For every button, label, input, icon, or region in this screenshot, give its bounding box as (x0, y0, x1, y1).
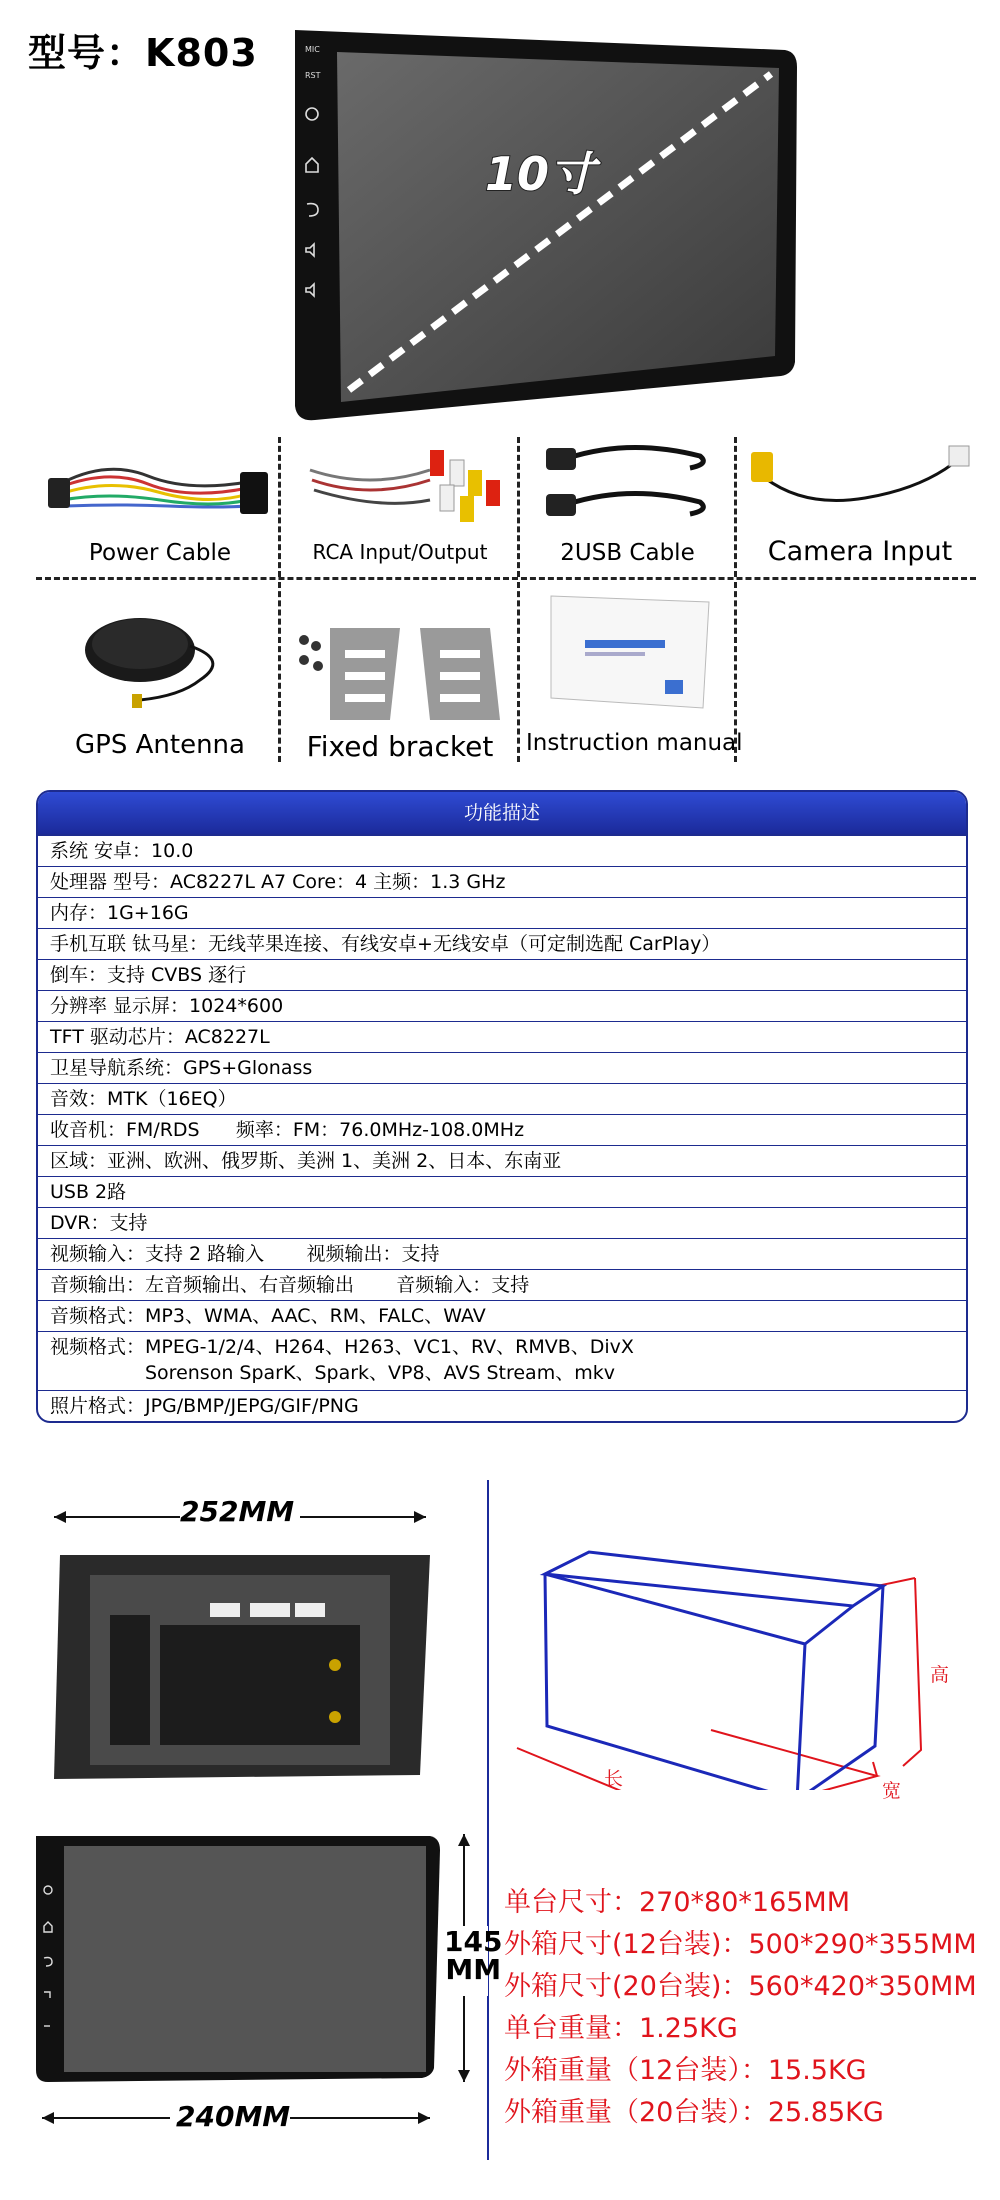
spec-row: 手机互联 钛马星：无线苹果连接、有线安卓+无线安卓（可定制选配 CarPlay） (38, 929, 966, 960)
back-view-dimension (40, 1495, 440, 1795)
accessory-label: Camera Input (767, 536, 953, 567)
spec-row: 系统 安卓：10.0 (38, 836, 966, 867)
power-cable-image (48, 448, 268, 528)
model-title: 型号：K803 (28, 31, 258, 75)
spec-row: 视频输入：支持 2 路输入 视频输出：支持 (38, 1239, 966, 1270)
accessory-label: Fixed bracket (306, 730, 494, 763)
divider (36, 577, 976, 580)
spec-title: 功能描述 (38, 792, 966, 836)
gps-antenna-image (80, 600, 240, 710)
spec-row-video (38, 1332, 966, 1391)
dimension-width-front: 240MM (176, 2100, 291, 2133)
video-format-line2: Sorenson SparK、Spark、VP8、AVS Stream、mkv (145, 1362, 615, 1384)
divider (517, 437, 520, 577)
video-format-line1: MPEG-1/2/4、H264、H263、VC1、RV、RMVB、DivX (145, 1336, 634, 1358)
spec-row: 音频输出：左音频输出、右音频输出 音频输入：支持 (38, 1270, 966, 1301)
spec-row: 音频格式：MP3、WMA、AAC、RM、FALC、WAV (38, 1301, 966, 1332)
spec-row: 照片格式：JPG/BMP/JEPG/GIF/PNG (50, 1395, 359, 1417)
size-badge: 10寸 (485, 147, 596, 201)
package-spec: 外箱重量（12台装）：15.5KG (504, 2055, 867, 2086)
accessory-label: 2USB Cable (560, 540, 695, 566)
spec-row: 内存：1G+16G (38, 898, 966, 929)
rst-label: RST (305, 71, 321, 80)
rca-cable-image (300, 430, 510, 525)
spec-row: 分辨率 显示屏：1024*600 (38, 991, 966, 1022)
camera-cable-image (745, 438, 975, 518)
spec-row: 区域：亚洲、欧洲、俄罗斯、美洲 1、美洲 2、日本、东南亚 (38, 1146, 966, 1177)
box-width-label: 宽 (882, 1780, 902, 1802)
spec-row: 音效：MTK（16EQ） (38, 1084, 966, 1115)
spec-row: 处理器 型号：AC8227L A7 Core：4 主频：1.3 GHz (38, 867, 966, 898)
manual-image (545, 590, 715, 715)
box-length-label: 长 (604, 1768, 624, 1790)
accessory-label: Power Cable (88, 540, 232, 566)
package-spec: 外箱尺寸(20台装)：560*420*350MM (504, 1971, 977, 2002)
divider (517, 582, 520, 762)
package-spec: 外箱尺寸(12台装)：500*290*355MM (504, 1929, 977, 1960)
spec-row: 卫星导航系统：GPS+Glonass (38, 1053, 966, 1084)
divider (278, 582, 281, 762)
package-spec: 单台重量：1.25KG (504, 2013, 738, 2044)
spec-row: USB 2路 (38, 1177, 966, 1208)
box-diagram (505, 1540, 945, 1790)
bracket-image (290, 620, 510, 725)
spec-row: 倒车：支持 CVBS 逐行 (38, 960, 966, 991)
dimension-height-value: 145 (444, 1925, 503, 1958)
head-unit-image (285, 22, 805, 422)
accessory-label: RCA Input/Output (312, 540, 488, 564)
spec-table (36, 790, 968, 1423)
dimension-height (444, 1925, 503, 1986)
dimension-height-unit: MM (445, 1953, 502, 1986)
dimension-width-back: 252MM (180, 1495, 295, 1528)
usb-cable-image (540, 438, 715, 523)
accessory-label: Instruction manual (526, 730, 743, 756)
divider (278, 437, 281, 577)
mic-label: MIC (305, 45, 320, 54)
video-format-label: 视频格式： (50, 1336, 146, 1358)
box-height-label: 高 (930, 1664, 950, 1686)
spec-row: DVR：支持 (38, 1208, 966, 1239)
accessory-label: GPS Antenna (75, 730, 245, 760)
package-spec: 外箱重量（20台装）：25.85KG (504, 2097, 884, 2128)
package-spec: 单台尺寸：270*80*165MM (504, 1887, 851, 1918)
divider (734, 437, 737, 577)
spec-row: 收音机：FM/RDS 频率：FM：76.0MHz-108.0MHz (38, 1115, 966, 1146)
spec-row: TFT 驱动芯片：AC8227L (38, 1022, 966, 1053)
front-view-dimension (30, 1830, 503, 2140)
